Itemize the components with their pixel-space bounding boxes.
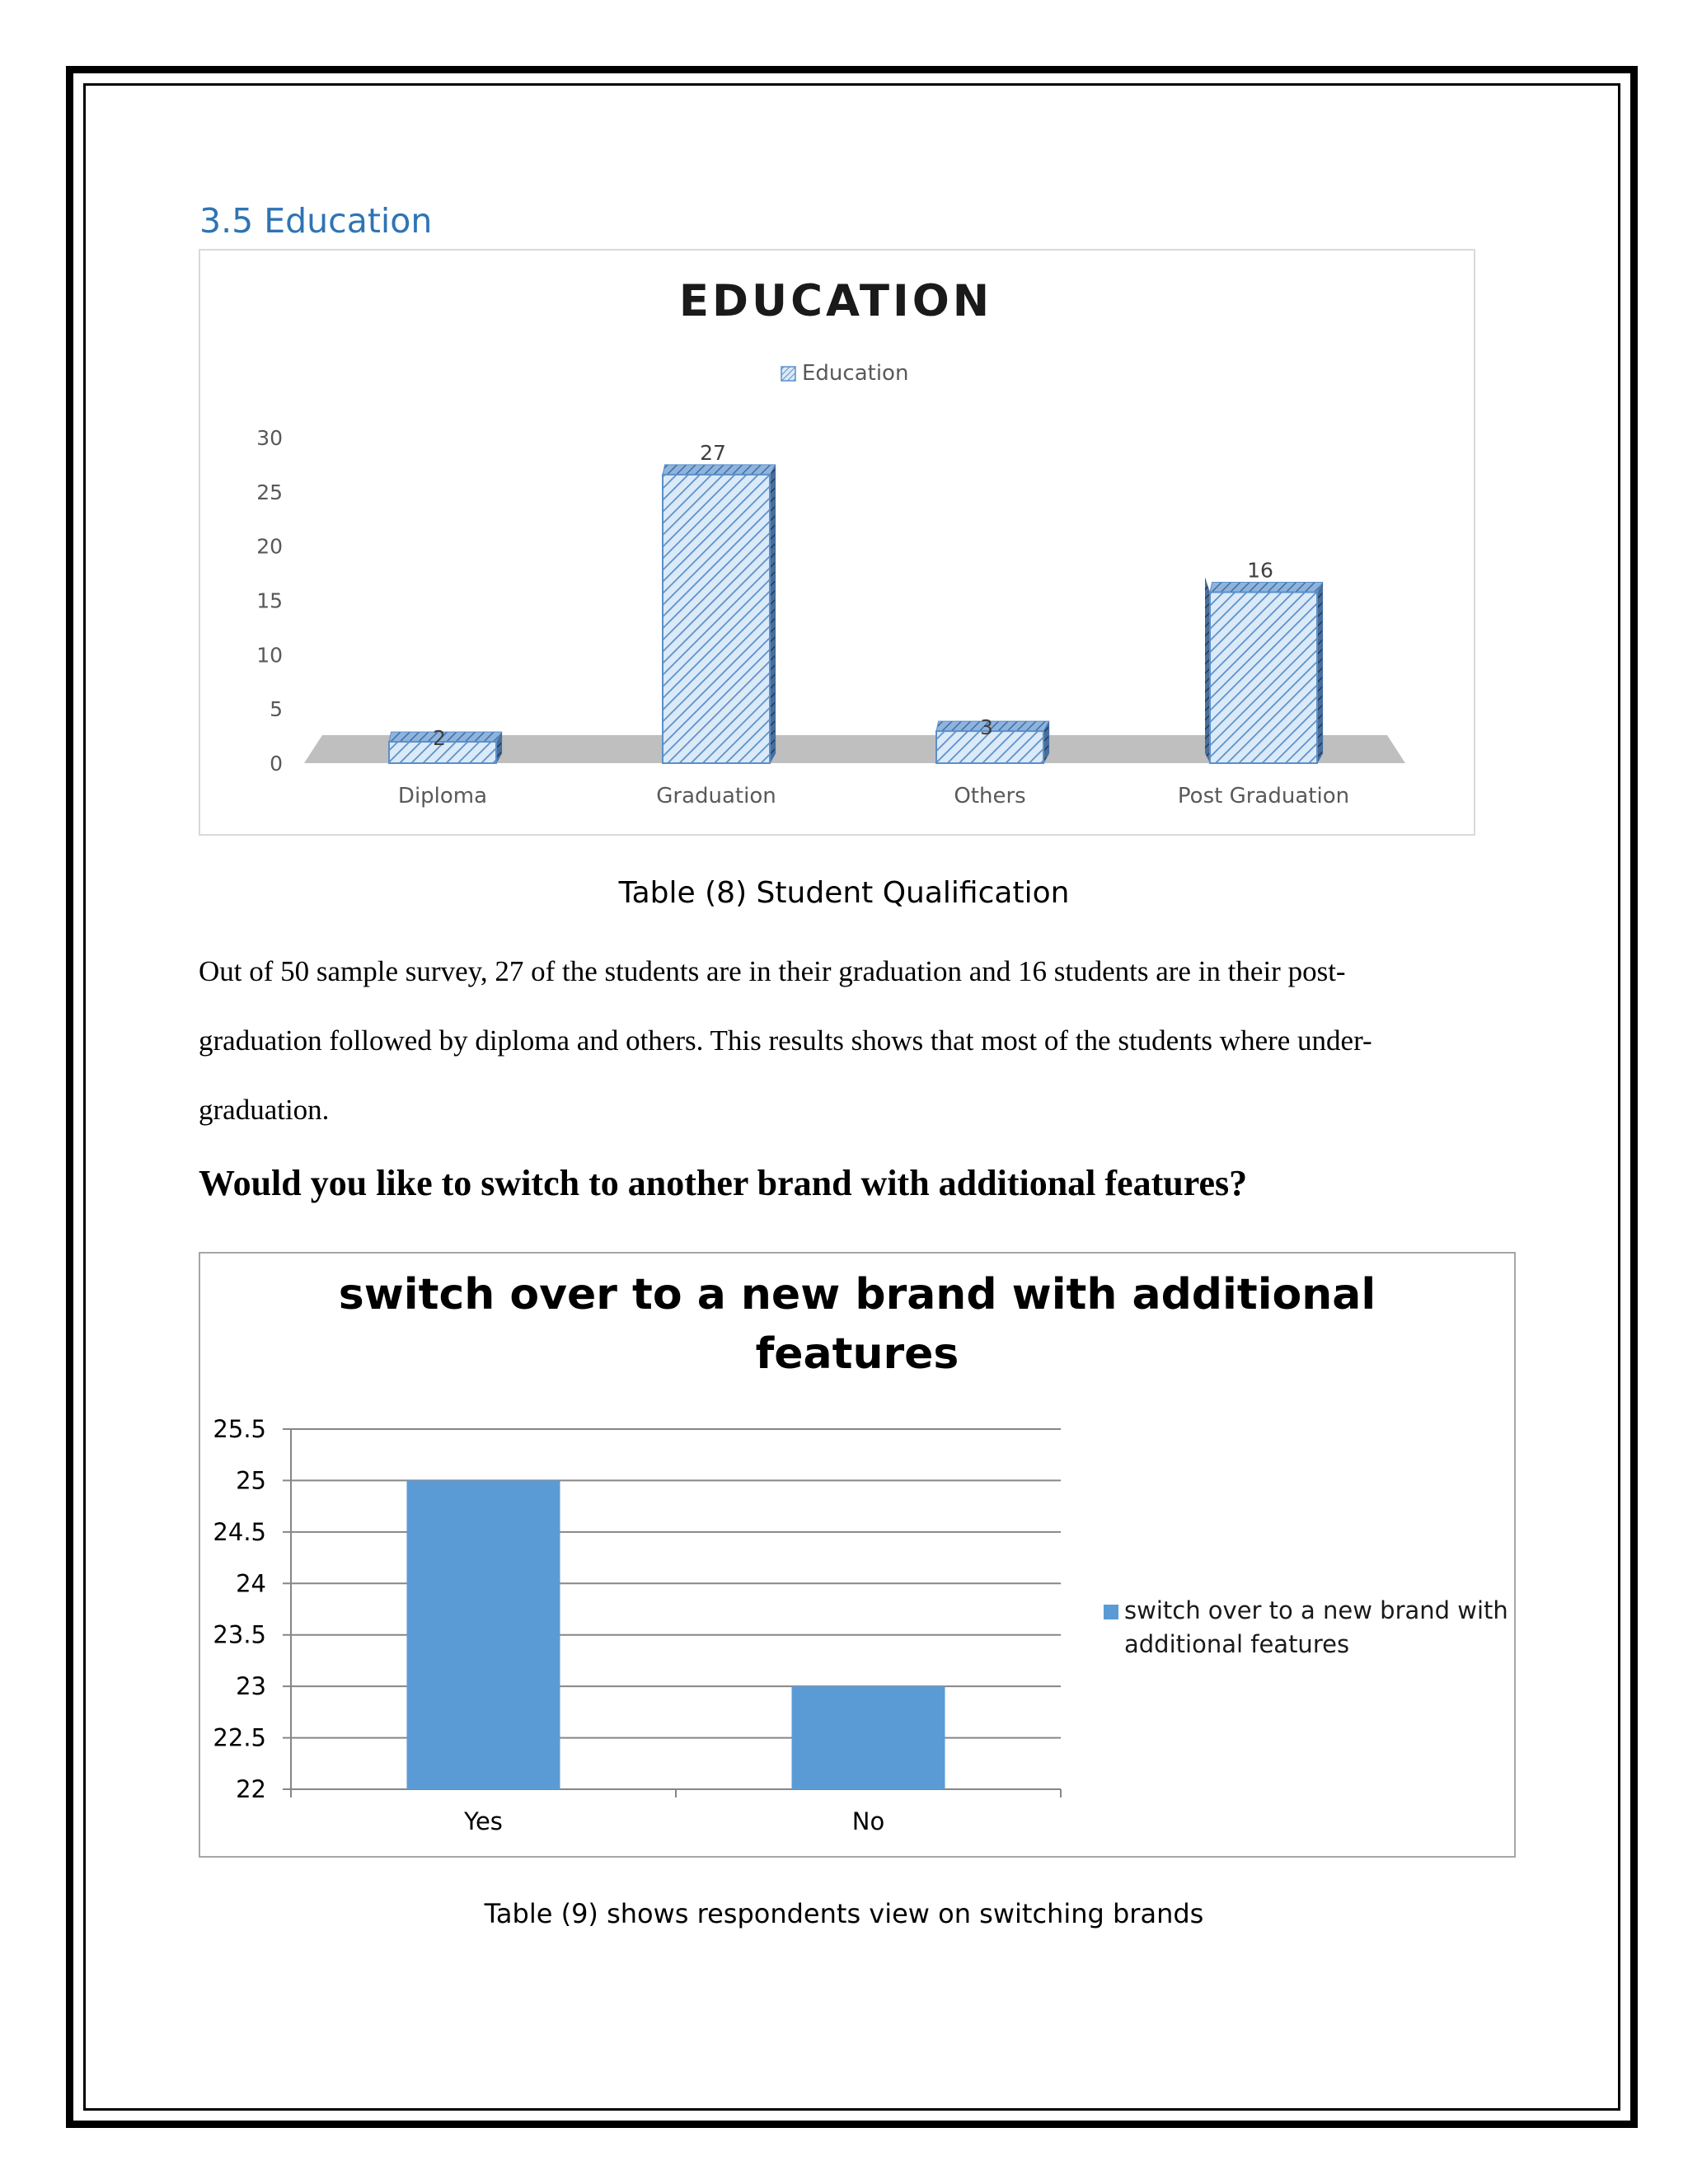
bar-diploma [389, 726, 502, 763]
switch-chart-title-line-2: features [755, 1329, 959, 1379]
x-tick-label: Graduation [656, 784, 776, 808]
switch-brand-chart-svg [200, 1254, 1514, 1856]
x-tick-label: Others [954, 784, 1026, 808]
legend-label: Education [802, 361, 909, 386]
bar-graduation [663, 441, 776, 763]
paragraph-line-2: graduation followed by diploma and others. This results shows that most of the students where under- [199, 1024, 1372, 1057]
table9-caption: Table (9) shows respondents view on switching brands [484, 1898, 1204, 1929]
y-tick-label: 15 [256, 588, 283, 613]
y-tick-label: 22.5 [213, 1723, 266, 1752]
education-chart-legend [781, 361, 908, 386]
y-tick-label: 24.5 [213, 1517, 266, 1546]
table8-caption: Table (8) Student Qualification [618, 876, 1070, 910]
paragraph-line-3: graduation. [199, 1094, 330, 1126]
data-label: 27 [700, 440, 726, 465]
y-tick-label: 23.5 [213, 1620, 266, 1649]
y-tick-label: 25 [256, 480, 283, 504]
question-heading: Would you like to switch to another brand with additional features? [199, 1163, 1248, 1203]
legend-swatch [1104, 1605, 1118, 1619]
x-tick-label: Diploma [397, 784, 488, 808]
switch-brand-chart [199, 1252, 1516, 1858]
y-tick-label: 25.5 [213, 1415, 266, 1443]
y-tick-label: 20 [256, 534, 283, 559]
bar-post-graduation [1205, 559, 1323, 763]
y-tick-label: 10 [256, 643, 283, 668]
data-label: 16 [1247, 558, 1273, 583]
y-tick-label: 30 [256, 426, 283, 450]
education-chart-title: EDUCATION [678, 276, 993, 326]
switch-chart-legend [1104, 1596, 1508, 1658]
x-tick-label: Post Graduation [1177, 784, 1350, 808]
bar-front [1210, 593, 1317, 763]
data-label: 2 [433, 726, 446, 751]
bar-no [792, 1686, 945, 1789]
legend-label-line-2: additional features [1124, 1630, 1350, 1658]
bar-front [663, 475, 770, 763]
y-tick-label: 5 [270, 697, 283, 722]
data-label: 3 [980, 715, 993, 740]
bar-top [1210, 583, 1323, 593]
education-chart-svg [200, 251, 1474, 834]
y-tick-label: 0 [270, 752, 283, 776]
y-tick-label: 24 [236, 1569, 266, 1598]
y-tick-label: 22 [236, 1775, 266, 1803]
bar-others [936, 715, 1049, 763]
switch-chart-title-line-1: switch over to a new brand with additional [338, 1270, 1376, 1319]
y-tick-label: 25 [236, 1466, 266, 1495]
x-tick-label: Yes [464, 1807, 503, 1835]
x-tick-label: No [851, 1807, 885, 1835]
y-tick-label: 23 [236, 1672, 266, 1701]
section-heading: 3.5 Education [199, 201, 433, 241]
education-chart [199, 249, 1475, 836]
legend-label-line-1: switch over to a new brand with [1124, 1596, 1508, 1624]
bar-top [663, 465, 776, 475]
paragraph-line-1: Out of 50 sample survey, 27 of the students are in their graduation and 16 students are in their post- [199, 955, 1346, 987]
legend-swatch [781, 367, 795, 381]
bar-yes [407, 1480, 560, 1789]
